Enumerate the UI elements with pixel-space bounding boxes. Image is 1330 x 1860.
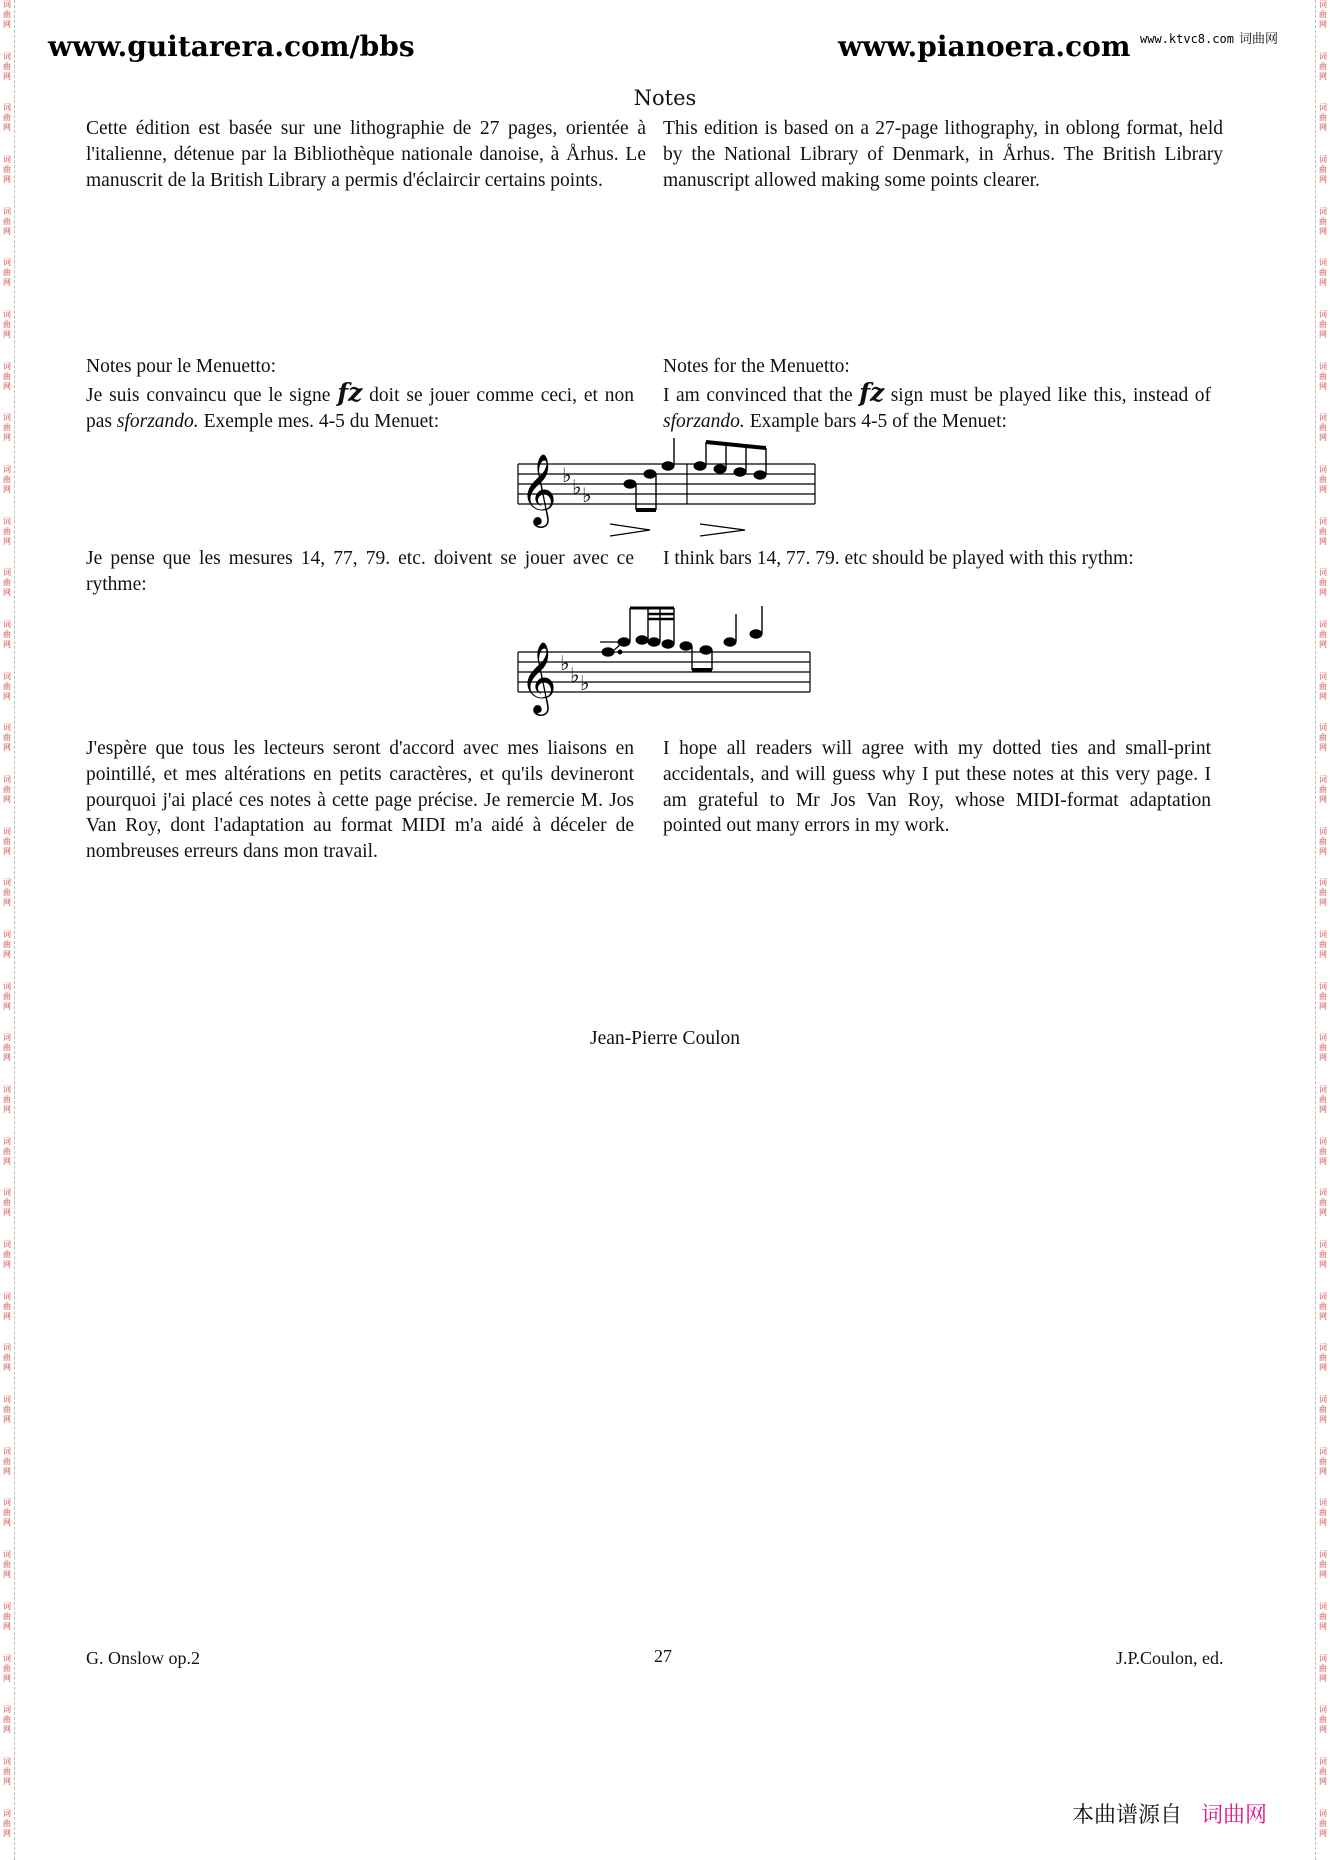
margin-glyph: 词 (3, 826, 11, 836)
margin-glyph: 曲 (3, 10, 11, 19)
margin-glyph: 曲 (1319, 1405, 1327, 1415)
margin-glyph: 网 (3, 1415, 11, 1425)
margin-glyph: 词 (3, 361, 11, 371)
rhythm-en: I think bars 14, 77. 79. etc should be played with this rythm: (663, 548, 1134, 569)
margin-glyph: 网 (1319, 1673, 1327, 1683)
svg-text:♭: ♭ (560, 651, 570, 675)
menuetto-fr-end: Exemple mes. 4-5 du Menuet: (203, 410, 440, 432)
margin-glyph: 网 (1319, 1156, 1327, 1166)
margin-glyph: 曲 (1319, 940, 1327, 950)
margin-glyph: 词 (1319, 1808, 1327, 1818)
fz-sign: fz (859, 377, 885, 407)
margin-glyph: 词 (3, 1188, 11, 1198)
margin-glyph: 网 (3, 691, 11, 701)
margin-glyph: 曲 (3, 423, 11, 433)
margin-glyph: 曲 (1319, 1663, 1327, 1673)
margin-glyph: 词 (3, 878, 11, 888)
margin-glyph: 词 (3, 1395, 11, 1405)
signature: Jean-Pierre Coulon (589, 1028, 740, 1049)
margin-glyph: 网 (1319, 278, 1327, 288)
margin-glyph: 网 (3, 846, 11, 856)
margin-glyph: 词 (1319, 620, 1327, 630)
margin-glyph: 曲 (3, 991, 11, 1001)
footer-left: G. Onslow op.2 (86, 1648, 201, 1668)
margin-glyph: 网 (1319, 330, 1327, 340)
margin-glyph: 网 (1319, 1053, 1327, 1063)
margin-glyph: 网 (3, 1673, 11, 1683)
margin-glyph: 网 (3, 71, 11, 81)
margin-glyph: 网 (1319, 433, 1327, 443)
margin-glyph: 曲 (3, 526, 11, 536)
margin-glyph: 词 (1319, 206, 1327, 216)
margin-glyph: 曲 (3, 61, 11, 71)
svg-text:♭: ♭ (572, 475, 582, 499)
margin-glyph: 词 (1319, 1550, 1327, 1560)
bottom-watermark[interactable] (1072, 1798, 1267, 1829)
margin-glyph: 词 (3, 1756, 11, 1766)
margin-glyph: 词 (1319, 1188, 1327, 1198)
margin-glyph: 网 (3, 1466, 11, 1476)
margin-glyph: 网 (1319, 226, 1327, 236)
margin-glyph: 词 (3, 465, 11, 475)
margin-glyph: 词 (1319, 361, 1327, 371)
margin-glyph: 词 (1319, 878, 1327, 888)
margin-glyph: 网 (3, 588, 11, 598)
margin-glyph: 网 (3, 1570, 11, 1580)
margin-glyph: 曲 (3, 475, 11, 485)
margin-glyph: 曲 (1319, 165, 1327, 175)
menuetto-en-end: Example bars 4-5 of the Menuet: (749, 410, 1007, 432)
margin-glyph: 词 (1319, 1343, 1327, 1353)
margin-glyph: 词 (3, 775, 11, 785)
music-example-menuet (510, 438, 820, 538)
margin-glyph: 曲 (3, 216, 11, 226)
menuetto-en-body (663, 377, 1212, 435)
margin-glyph: 曲 (3, 940, 11, 950)
margin-glyph: 曲 (1319, 1250, 1327, 1260)
margin-glyph: 网 (1319, 1828, 1327, 1838)
page-number: 27 (654, 1646, 672, 1666)
margin-glyph: 网 (1319, 1570, 1327, 1580)
margin-glyph: 词 (3, 413, 11, 423)
margin-glyph: 网 (3, 1311, 11, 1321)
margin-glyph: 曲 (1319, 733, 1327, 743)
margin-glyph: 词 (1319, 310, 1327, 320)
intro-en: This edition is based on a 27-page lithography, in oblong format, held by the National Library of Denmark, in Århus. The British Library manuscript allowed making some points clearer. (663, 118, 1223, 191)
margin-glyph: 网 (1319, 71, 1327, 81)
margin-glyph: 词 (1319, 465, 1327, 475)
margin-glyph: 曲 (3, 888, 11, 898)
margin-glyph: 曲 (3, 1146, 11, 1156)
margin-glyph: 词 (1319, 1756, 1327, 1766)
margin-glyph: 曲 (3, 113, 11, 123)
margin-glyph: 曲 (3, 268, 11, 278)
margin-glyph: 曲 (3, 1301, 11, 1311)
margin-glyph: 词 (1319, 0, 1327, 9)
margin-glyph: 网 (1319, 1621, 1327, 1631)
intro-fr: Cette édition est basée sur une lithographie de 27 pages, orientée à l'italienne, détenue par la Bibliothèque nationale danoise, à Århus. Le manuscrit de la British Library a permis d'éclaircir certains points. (86, 118, 646, 191)
margin-glyph: 词 (1319, 1395, 1327, 1405)
margin-glyph: 曲 (1319, 1095, 1327, 1105)
margin-glyph: 网 (3, 381, 11, 391)
margin-glyph: 曲 (1319, 475, 1327, 485)
margin-glyph: 曲 (1319, 888, 1327, 898)
margin-glyph: 词 (1319, 981, 1327, 991)
menuetto-en-heading: Notes for the Menuetto: (663, 356, 850, 377)
menuetto-fr-body (86, 377, 635, 435)
menuetto-fr (86, 354, 634, 434)
site-tag-cn: 词曲网 (1239, 32, 1279, 47)
margin-glyph: 词 (3, 1343, 11, 1353)
margin-glyph: 网 (3, 1105, 11, 1115)
margin-glyph: 词 (1319, 1705, 1327, 1715)
margin-glyph: 曲 (1319, 1766, 1327, 1776)
margin-glyph: 曲 (1319, 1818, 1327, 1828)
margin-glyph: 网 (1319, 485, 1327, 495)
margin-glyph: 曲 (3, 1198, 11, 1208)
margin-glyph: 网 (3, 1828, 11, 1838)
margin-glyph: 词 (1319, 1446, 1327, 1456)
margin-glyph: 词 (3, 1085, 11, 1095)
margin-glyph: 词 (1319, 1498, 1327, 1508)
margin-glyph: 词 (1319, 51, 1327, 61)
watermark-black: 本曲谱源自 (1072, 1803, 1183, 1828)
margin-glyph: 网 (3, 330, 11, 340)
margin-glyph: 词 (1319, 1601, 1327, 1611)
margin-glyph: 曲 (3, 578, 11, 588)
margin-glyph: 网 (1319, 795, 1327, 805)
margin-glyph: 词 (1319, 155, 1327, 165)
margin-glyph: 曲 (3, 836, 11, 846)
margin-glyph: 网 (1319, 20, 1327, 29)
footer-right: J.P.Coulon, ed. (1116, 1648, 1224, 1668)
margin-glyph: 曲 (1319, 526, 1327, 536)
header-right-url[interactable]: www.pianoera.com (838, 30, 1131, 63)
margin-glyph: 词 (3, 1808, 11, 1818)
margin-glyph: 曲 (1319, 423, 1327, 433)
margin-glyph: 曲 (3, 1560, 11, 1570)
margin-glyph: 网 (1319, 1208, 1327, 1218)
margin-glyph: 网 (3, 226, 11, 236)
margin-glyph: 词 (1319, 103, 1327, 113)
margin-glyph: 词 (3, 51, 11, 61)
margin-glyph: 曲 (1319, 371, 1327, 381)
margin-glyph: 曲 (1319, 1146, 1327, 1156)
margin-glyph: 词 (3, 568, 11, 578)
margin-glyph: 网 (1319, 1776, 1327, 1786)
margin-glyph: 词 (3, 1291, 11, 1301)
music-example-rhythm (510, 590, 820, 720)
svg-text:𝄞: 𝄞 (520, 452, 557, 525)
margin-glyph: 词 (3, 981, 11, 991)
margin-glyph: 网 (1319, 1105, 1327, 1115)
margin-glyph: 网 (3, 123, 11, 133)
margin-glyph: 网 (3, 1208, 11, 1218)
margin-glyph: 曲 (1319, 991, 1327, 1001)
margin-glyph: 曲 (1319, 1508, 1327, 1518)
margin-glyph: 网 (3, 743, 11, 753)
margin-glyph: 曲 (1319, 216, 1327, 226)
margin-glyph: 曲 (1319, 1611, 1327, 1621)
margin-glyph: 词 (3, 620, 11, 630)
margin-glyph: 网 (1319, 123, 1327, 133)
watermark-pink: 词曲网 (1201, 1803, 1268, 1828)
menuetto-fr-italic: sforzando. (116, 410, 199, 432)
margin-glyph: 曲 (1319, 630, 1327, 640)
menuetto-fr-heading: Notes pour le Menuetto: (86, 356, 277, 377)
margin-glyph: 词 (3, 258, 11, 268)
margin-glyph: 词 (3, 1498, 11, 1508)
fz-sign: fz (337, 377, 363, 407)
margin-glyph: 曲 (3, 681, 11, 691)
margin-glyph: 词 (1319, 413, 1327, 423)
margin-glyph: 网 (1319, 640, 1327, 650)
margin-glyph: 曲 (1319, 61, 1327, 71)
margin-glyph: 网 (3, 433, 11, 443)
svg-text:𝄞: 𝄞 (520, 640, 557, 713)
margin-glyph: 曲 (3, 1043, 11, 1053)
margin-glyph: 网 (3, 1518, 11, 1528)
margin-glyph: 曲 (1319, 10, 1327, 19)
margin-glyph: 曲 (3, 371, 11, 381)
margin-glyph: 网 (1319, 743, 1327, 753)
margin-glyph: 网 (1319, 175, 1327, 185)
margin-glyph: 网 (1319, 691, 1327, 701)
margin-glyph: 网 (1319, 1725, 1327, 1735)
margin-glyph: 网 (1319, 1518, 1327, 1528)
margin-glyph: 网 (1319, 588, 1327, 598)
margin-glyph: 词 (1319, 516, 1327, 526)
page-title: Notes (633, 86, 697, 110)
margin-glyph: 曲 (1319, 681, 1327, 691)
margin-glyph: 词 (3, 930, 11, 940)
margin-glyph: 网 (1319, 1415, 1327, 1425)
margin-glyph: 词 (3, 1033, 11, 1043)
margin-glyph: 曲 (1319, 113, 1327, 123)
margin-glyph: 曲 (3, 733, 11, 743)
margin-glyph: 词 (1319, 1136, 1327, 1146)
margin-glyph: 词 (1319, 826, 1327, 836)
margin-glyph: 网 (3, 1621, 11, 1631)
margin-glyph: 曲 (3, 1353, 11, 1363)
margin-glyph: 曲 (1319, 1560, 1327, 1570)
margin-glyph: 词 (1319, 1653, 1327, 1663)
margin-glyph: 曲 (1319, 320, 1327, 330)
margin-glyph: 词 (1319, 723, 1327, 733)
margin-glyph: 网 (1319, 1311, 1327, 1321)
margin-glyph: 曲 (3, 1456, 11, 1466)
margin-glyph: 曲 (3, 1250, 11, 1260)
menuetto-en-after: sign must be played like this, instead of (890, 384, 1212, 406)
svg-text:♭: ♭ (580, 671, 590, 695)
margin-glyph: 网 (3, 175, 11, 185)
rhythm-fr: Je pense que les mesures 14, 77, 79. etc. doivent se jouer avec ce rythme: (86, 548, 634, 595)
margin-glyph: 曲 (3, 1663, 11, 1673)
margin-glyph: 词 (1319, 1291, 1327, 1301)
margin-glyph: 曲 (1319, 1198, 1327, 1208)
site-tag[interactable] (1140, 28, 1278, 47)
margin-glyph: 曲 (3, 1715, 11, 1725)
margin-glyph: 词 (3, 671, 11, 681)
margin-glyph: 词 (1319, 671, 1327, 681)
left-margin-strip (0, 0, 15, 1860)
margin-glyph: 网 (1319, 536, 1327, 546)
margin-glyph: 词 (3, 1601, 11, 1611)
margin-glyph: 词 (3, 1550, 11, 1560)
header-left-url[interactable]: www.guitarera.com/bbs (48, 30, 415, 63)
margin-glyph: 曲 (3, 1611, 11, 1621)
margin-glyph: 曲 (1319, 1456, 1327, 1466)
margin-glyph: 曲 (1319, 785, 1327, 795)
svg-text:♭: ♭ (570, 663, 580, 687)
svg-text:♭: ♭ (582, 483, 592, 507)
margin-glyph: 曲 (1319, 1715, 1327, 1725)
margin-glyph: 词 (1319, 1085, 1327, 1095)
margin-glyph: 词 (1319, 1033, 1327, 1043)
margin-glyph: 网 (3, 640, 11, 650)
margin-glyph: 曲 (3, 165, 11, 175)
margin-glyph: 网 (1319, 1466, 1327, 1476)
right-margin-strip (1315, 0, 1330, 1860)
margin-glyph: 网 (3, 20, 11, 29)
margin-glyph: 词 (1319, 1240, 1327, 1250)
margin-glyph: 网 (3, 1001, 11, 1011)
margin-glyph: 词 (3, 0, 11, 9)
margin-glyph: 词 (1319, 258, 1327, 268)
menuetto-en (663, 354, 1211, 434)
margin-glyph: 网 (3, 950, 11, 960)
menuetto-fr-after: doit se jouer comme ceci, et non pas (86, 384, 635, 432)
margin-glyph: 网 (3, 278, 11, 288)
margin-glyph: 网 (1319, 846, 1327, 856)
margin-glyph: 网 (1319, 1001, 1327, 1011)
margin-glyph: 词 (3, 1240, 11, 1250)
margin-glyph: 词 (3, 1446, 11, 1456)
margin-glyph: 曲 (3, 1766, 11, 1776)
margin-glyph: 网 (1319, 950, 1327, 960)
margin-glyph: 网 (1319, 898, 1327, 908)
svg-text:♭: ♭ (562, 463, 572, 487)
margin-glyph: 曲 (3, 1508, 11, 1518)
margin-glyph: 网 (1319, 1260, 1327, 1270)
margin-glyph: 曲 (3, 785, 11, 795)
margin-glyph: 词 (1319, 568, 1327, 578)
closing-en: I hope all readers will agree with my dotted ties and small-print accidentals, and will guess why I put these notes at this very page. I am grateful to Mr Jos Van Roy, whose MIDI-format adaptation pointed out many errors in my work. (663, 738, 1211, 837)
closing-fr: J'espère que tous les lecteurs seront d'accord avec mes liaisons en pointillé, et mes altérations en petits caractères, et qu'ils devineront pourquoi j'ai placé ces notes à cette page précise. Je remercie M. Jos Van Roy, dont l'adaptation au format MIDI m'a aidé à déceler de nombreuses erreurs dans mon travail. (86, 738, 634, 863)
margin-glyph: 网 (3, 898, 11, 908)
menuetto-en-before: I am convinced that the (663, 384, 853, 406)
margin-glyph: 网 (3, 1363, 11, 1373)
margin-glyph: 网 (1319, 1363, 1327, 1373)
margin-glyph: 网 (3, 1776, 11, 1786)
margin-glyph: 曲 (3, 1818, 11, 1828)
margin-glyph: 曲 (1319, 1043, 1327, 1053)
margin-glyph: 词 (1319, 775, 1327, 785)
margin-glyph: 词 (3, 516, 11, 526)
margin-glyph: 词 (3, 1705, 11, 1715)
margin-glyph: 词 (3, 103, 11, 113)
margin-glyph: 曲 (3, 630, 11, 640)
margin-glyph: 曲 (1319, 1353, 1327, 1363)
margin-glyph: 词 (3, 723, 11, 733)
margin-glyph: 网 (3, 795, 11, 805)
margin-glyph: 曲 (1319, 578, 1327, 588)
margin-glyph: 网 (3, 1260, 11, 1270)
margin-glyph: 词 (3, 310, 11, 320)
menuetto-fr-before: Je suis convaincu que le signe (86, 384, 331, 406)
margin-glyph: 曲 (3, 320, 11, 330)
margin-glyph: 网 (3, 1156, 11, 1166)
site-tag-url: www.ktvc8.com (1140, 32, 1234, 46)
margin-glyph: 词 (3, 1653, 11, 1663)
margin-glyph: 网 (3, 485, 11, 495)
margin-glyph: 网 (3, 1725, 11, 1735)
margin-glyph: 词 (1319, 930, 1327, 940)
margin-glyph: 曲 (3, 1405, 11, 1415)
menuetto-en-italic: sforzando. (663, 410, 745, 432)
margin-glyph: 曲 (3, 1095, 11, 1105)
margin-glyph: 网 (3, 536, 11, 546)
margin-glyph: 曲 (1319, 268, 1327, 278)
margin-glyph: 网 (1319, 381, 1327, 391)
margin-glyph: 词 (3, 155, 11, 165)
margin-glyph: 词 (3, 206, 11, 216)
margin-glyph: 曲 (1319, 836, 1327, 846)
margin-glyph: 词 (3, 1136, 11, 1146)
margin-glyph: 曲 (1319, 1301, 1327, 1311)
margin-glyph: 网 (3, 1053, 11, 1063)
